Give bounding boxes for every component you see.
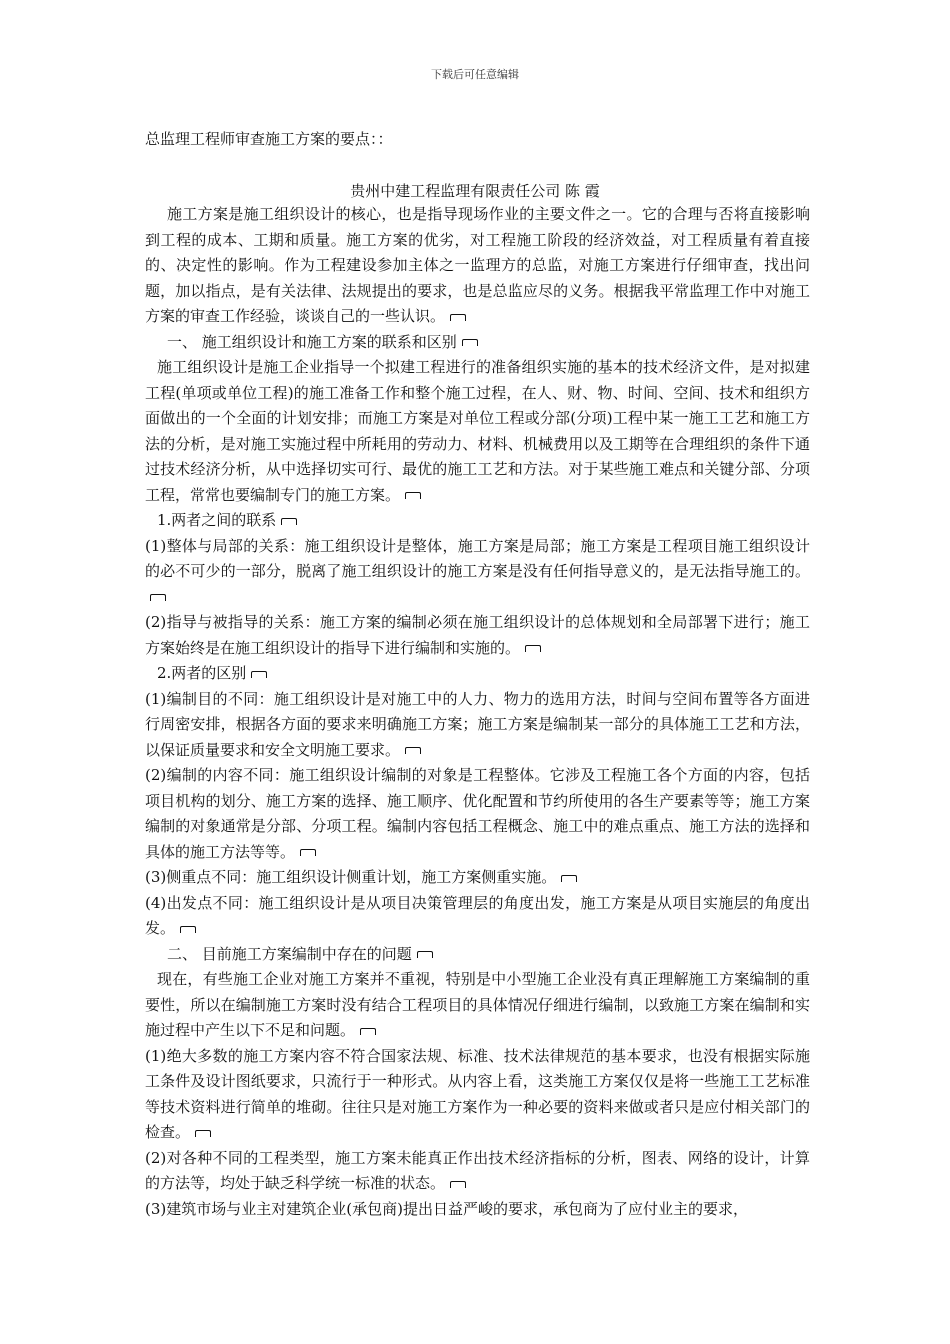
paragraph	[145, 508, 810, 534]
paragraph-text: 施工组织设计是施工企业指导一个拟建工程进行的准备组织实施的基本的技术经济文件，是对拟建工程(单项或单位工程)的施工准备工作和整个施工过程，在人、财、物、时间、空间、技术和组织方面做出的一个全面的计划安排；而施工方案是对单位工程或分部(分项)工程中某一施工工艺和施工方法的分析，是对施工实施过程中所耗用的劳动力、材料、机械费用以及工期等在合理组织的条件下通过技术经济分析，从中选择切实可行、最优的施工工艺和方法。对于某些施工难点和关键分部、分项工程，常常也要编制专门的施工方案。	[145, 358, 810, 504]
paragraph	[145, 1146, 810, 1197]
paragraph-mark-icon	[251, 671, 267, 678]
paragraph-mark-icon	[417, 951, 433, 958]
paragraph-mark-icon	[450, 314, 466, 321]
paragraph-text: (1)绝大多数的施工方案内容不符合国家法规、标准、技术法律规范的基本要求，也没有根据实际施工条件及设计图纸要求，只流行于一种形式。从内容上看，这类施工方案仅仅是将一些施工工艺标准等技术资料进行简单的堆砌。往往只是对施工方案作为一种必要的资料来做或者只是应付相关部门的检查。	[145, 1046, 810, 1141]
paragraph	[145, 891, 810, 942]
paragraph	[145, 865, 810, 891]
paragraph-text: (3)建筑市场与业主对建筑企业(承包商)提出日益严峻的要求，承包商为了应付业主的要求，	[145, 1199, 748, 1218]
paragraph	[145, 661, 810, 687]
author-line: 贵州中建工程监理有限责任公司 陈 霞	[350, 182, 600, 200]
paragraph-text: (4)出发点不同：施工组织设计是从项目决策管理层的角度出发，施工方案是从项目实施层的角度出发。	[145, 893, 810, 937]
paragraph	[145, 1197, 810, 1223]
paragraph-text: (3)侧重点不同：施工组织设计侧重计划，施工方案侧重实施。	[145, 868, 557, 886]
paragraph-mark-icon	[405, 747, 421, 754]
paragraph-mark-icon	[462, 339, 478, 346]
paragraph-text: 二、 目前施工方案编制中存在的问题	[167, 944, 412, 963]
paragraph	[145, 1044, 810, 1146]
paragraph	[145, 942, 810, 968]
paragraph	[145, 202, 810, 330]
paragraph-text: 施工方案是施工组织设计的核心，也是指导现场作业的主要文件之一。它的合理与否将直接影响到工程的成本、工期和质量。施工方案的优劣，对工程施工阶段的经济效益，对工程质量有着直接的、决定性的影响。作为工程建设参加主体之一监理方的总监，对施工方案进行仔细审查，找出问题，加以指点，是有关法律、法规提出的要求，也是总监应尽的义务。根据我平常监理工作中对施工方案的审查工作经验，谈谈自己的一些认识。	[145, 205, 810, 325]
paragraph-text: 2.两者的区别	[157, 664, 247, 682]
paragraph-mark-icon	[405, 492, 421, 499]
paragraph	[145, 763, 810, 865]
paragraph	[145, 610, 810, 661]
paragraph	[145, 687, 810, 764]
document-body	[145, 202, 810, 1222]
paragraph-text: (2)指导与被指导的关系：施工方案的编制必须在施工组织设计的总体规划和全局部署下进行；施工方案始终是在施工组织设计的指导下进行编制和实施的。	[145, 613, 810, 657]
paragraph-mark-icon	[525, 645, 541, 652]
paragraph	[145, 330, 810, 356]
paragraph-mark-icon	[281, 518, 297, 525]
paragraph-mark-icon	[450, 1181, 466, 1188]
paragraph-text: 1.两者之间的联系	[157, 511, 277, 529]
paragraph-text: 现在，有些施工企业对施工方案并不重视，特别是中小型施工企业没有真正理解施工方案编制的重要性，所以在编制施工方案时没有结合工程项目的具体情况仔细进行编制，以致施工方案在编制和实施过程中产生以下不足和问题。	[145, 970, 810, 1039]
document-title: 总监理工程师审查施工方案的要点：：	[145, 130, 393, 148]
page-header: 下载后可任意编辑	[431, 68, 519, 81]
paragraph-text: (1)整体与局部的关系：施工组织设计是整体，施工方案是局部；施工方案是工程项目施工组织设计的必不可少的一部分，脱离了施工组织设计的施工方案是没有任何指导意义的，是无法指导施工的。	[145, 536, 810, 580]
paragraph	[145, 534, 810, 611]
paragraph	[145, 355, 810, 508]
paragraph-mark-icon	[150, 594, 166, 601]
paragraph-mark-icon	[180, 926, 196, 933]
paragraph-text: (1)编制目的不同：施工组织设计是对施工中的人力、物力的选用方法，时间与空间布置等各方面进行周密安排，根据各方面的要求来明确施工方案；施工方案是编制某一部分的具体施工工艺和方法，以保证质量要求和安全文明施工要求。	[145, 689, 810, 759]
paragraph-mark-icon	[195, 1130, 211, 1137]
paragraph-mark-icon	[360, 1028, 376, 1035]
paragraph-text: (2)编制的内容不同：施工组织设计编制的对象是工程整体。它涉及工程施工各个方面的内容，包括项目机构的划分、施工方案的选择、施工顺序、优化配置和节约所使用的各生产要素等等；施工方案编制的对象通常是分部、分项工程。编制内容包括工程概念、施工中的难点重点、施工方法的选择和具体的施工方法等等。	[145, 766, 810, 861]
paragraph-mark-icon	[300, 849, 316, 856]
paragraph-text: (2)对各种不同的工程类型，施工方案未能真正作出技术经济指标的分析，图表、网络的设计，计算的方法等，均处于缺乏科学统一标准的状态。	[145, 1148, 810, 1192]
paragraph-mark-icon	[561, 875, 577, 882]
paragraph	[145, 967, 810, 1044]
paragraph-text: 一、 施工组织设计和施工方案的联系和区别	[167, 332, 457, 351]
